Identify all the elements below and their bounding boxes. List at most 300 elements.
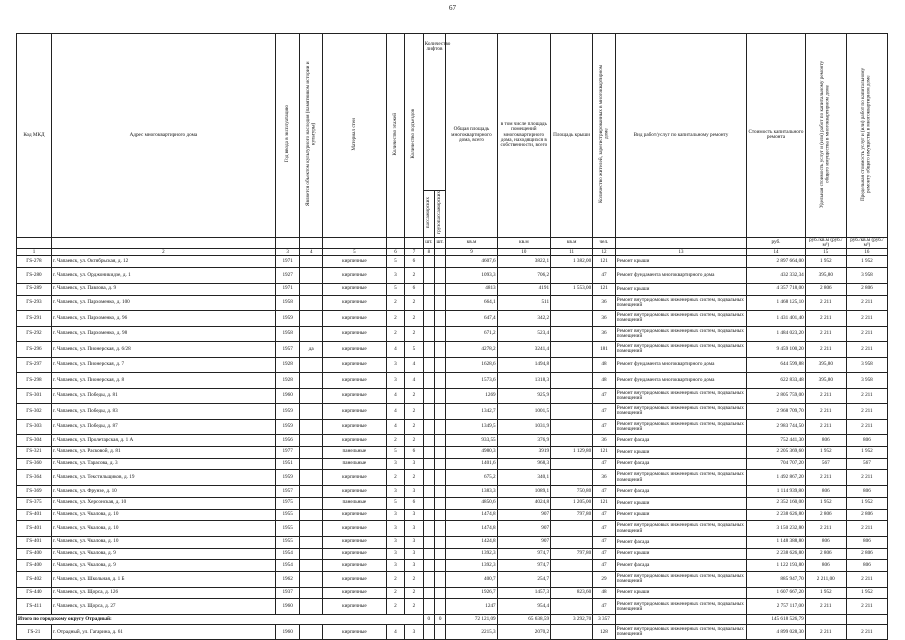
- cell-limit-cost: 2 211: [846, 419, 887, 435]
- cell-passenger-lifts: [423, 572, 434, 588]
- cell-freight-lifts: [434, 497, 445, 509]
- table-row: [17, 326, 888, 342]
- cell-unit-cost: 806: [805, 560, 846, 572]
- cell-passenger-lifts: [423, 587, 434, 599]
- cell-work-type: Ремонт внутридомовых инженерных систем, подвальных помещений: [615, 572, 746, 588]
- cell-repair-cost: 644 599,88: [747, 357, 806, 373]
- cell-entrances: 6: [405, 256, 423, 268]
- cell-code: ГЅ-369: [17, 485, 52, 497]
- cell-address: г. Чапаевск, ул. Победы, д. 87: [51, 419, 275, 435]
- table-row: [17, 342, 888, 358]
- cell-repair-cost: 2 238 626,80: [747, 509, 806, 521]
- cell-year: 1955: [275, 536, 300, 548]
- cell-entrances: 3: [405, 485, 423, 497]
- cell-passenger-lifts: [423, 373, 434, 389]
- cell-wall-material: кирпичные: [323, 295, 387, 311]
- cell-residents: 121: [593, 256, 616, 268]
- cell-total-area: 647,4: [446, 311, 497, 327]
- cell-owned-area: 907: [497, 521, 550, 537]
- cell-year: 1962: [275, 572, 300, 588]
- cell-freight-lifts: [434, 624, 445, 640]
- cell-owned-area: 706,2: [497, 268, 550, 284]
- cell-heritage: да: [300, 342, 323, 358]
- cell-limit-cost: 1 952: [846, 446, 887, 458]
- cell-address: г. Чапаевск, ул. Чкалова, д. 10: [51, 509, 275, 521]
- cell-unit-cost: 2 806: [805, 548, 846, 560]
- cell-owned-area: 511: [497, 295, 550, 311]
- cell-repair-cost: 2 983 744,50: [747, 419, 806, 435]
- cell-repair-cost: 1 468 125,10: [747, 295, 806, 311]
- cell-work-type: Ремонт фундамента многоквартирного дома: [615, 373, 746, 389]
- cell-address: г. Чапаевск, ул. Пархоменко, д. 98: [51, 326, 275, 342]
- column-number: 10: [497, 249, 550, 256]
- cell-roof-area: 1 205,00: [551, 497, 593, 509]
- cell-roof-area: [551, 560, 593, 572]
- cell-floors: 2: [386, 311, 404, 327]
- cell-work-type: Ремонт крыши: [615, 283, 746, 295]
- cell-residents: 47: [593, 599, 616, 615]
- cell-freight-lifts: [434, 470, 445, 486]
- cell-floors: 3: [386, 560, 404, 572]
- cell-address: г. Чапаевск, ул. Пионерская, д. 8: [51, 373, 275, 389]
- cell-unit-cost: 2 806: [805, 509, 846, 521]
- cell-entrances: 3: [405, 458, 423, 470]
- cell-owned-area: 340,1: [497, 470, 550, 486]
- cell-limit-cost: 2 211: [846, 572, 887, 588]
- cell-passenger-lifts: [423, 311, 434, 327]
- header-owned-area: в том числе площадь помещений многоквартирного дома, находящихся в собственности, всего: [497, 34, 550, 238]
- unit-cell: кв.м: [446, 237, 497, 249]
- cell-passenger-lifts: [423, 446, 434, 458]
- cell-wall-material: кирпичные: [323, 587, 387, 599]
- cell-entrances: 2: [405, 435, 423, 447]
- cell-entrances: 2: [405, 599, 423, 615]
- cell-repair-cost: 622 833,48: [747, 373, 806, 389]
- cell-address: г. Чапаевск, ул. Павлова, д. 9: [51, 283, 275, 295]
- cell-address: г. Чапаевск, ул. Чкалова, д. 10: [51, 536, 275, 548]
- cell-owned-area: 1318,3: [497, 373, 550, 389]
- cell-work-type: Ремонт внутридомовых инженерных систем, подвальных помещений: [615, 470, 746, 486]
- cell-residents: 121: [593, 446, 616, 458]
- cell-year: 1954: [275, 560, 300, 572]
- cell-roof-area: [551, 268, 593, 284]
- cell-work-type: Ремонт крыши: [615, 587, 746, 599]
- cell-limit-cost: 2 211: [846, 624, 887, 640]
- cell-work-type: Ремонт внутридомовых инженерных систем, подвальных помещений: [615, 624, 746, 640]
- cell-total-area: 1628,6: [446, 357, 497, 373]
- cell-year: 1954: [275, 548, 300, 560]
- cell-total-area: 400,7: [446, 572, 497, 588]
- cell-code: ГЅ-401: [17, 509, 52, 521]
- cell-total-area: 1349,5: [446, 419, 497, 435]
- cell-unit-cost: 2 211: [805, 599, 846, 615]
- cell-repair-cost: 1 492 867,20: [747, 470, 806, 486]
- cell-owned-area: 968,3: [497, 458, 550, 470]
- cell-freight-lifts: [434, 342, 445, 358]
- cell-repair-cost: 1 148 388,80: [747, 536, 806, 548]
- cell-owned-area: 1089,1: [497, 485, 550, 497]
- cell-unit-cost: 2 211: [805, 470, 846, 486]
- cell-limit-cost: 806: [846, 536, 887, 548]
- unit-cell: кв.м: [551, 237, 593, 249]
- cell-year: 1955: [275, 509, 300, 521]
- cell-year: 1959: [275, 470, 300, 486]
- cell-limit-cost: 1 952: [846, 497, 887, 509]
- cell-address: г. Чапаевск, ул. Фрунзе, д. 10: [51, 485, 275, 497]
- cell-code: ГЅ-289: [17, 283, 52, 295]
- cell-heritage: [300, 446, 323, 458]
- table-row: [17, 599, 888, 615]
- cell-address: г. Чапаевск, ул. Щорса, д. 126: [51, 587, 275, 599]
- cell-year: 1957: [275, 485, 300, 497]
- cell-total-area: 933,55: [446, 435, 497, 447]
- cell-residents: 48: [593, 357, 616, 373]
- cell-roof-area: [551, 295, 593, 311]
- cell-unit-cost: 2 806: [805, 283, 846, 295]
- cell-passenger-lifts: [423, 509, 434, 521]
- cell-heritage: [300, 326, 323, 342]
- cell-work-type: Ремонт крыши: [615, 548, 746, 560]
- cell-work-type: Ремонт внутридомовых инженерных систем, подвальных помещений: [615, 295, 746, 311]
- cell-heritage: [300, 587, 323, 599]
- cell-owned-area: 523,4: [497, 326, 550, 342]
- cell-passenger-lifts: [423, 419, 434, 435]
- cell-floors: 2: [386, 295, 404, 311]
- cell-owned-area: 1457,3: [497, 587, 550, 599]
- cell-residents: 47: [593, 509, 616, 521]
- cell-address: г. Чапаевск, ул. Чкалова, д. 10: [51, 521, 275, 537]
- header-unit-cost: Удельная стоимость услуг и (или) работ по капитальному ремонту общего имущества в многоквартирном доме: [805, 34, 846, 238]
- cell-unit-cost: 806: [805, 485, 846, 497]
- cell-roof-area: [551, 521, 593, 537]
- cell-total-area: 1424,8: [446, 536, 497, 548]
- cell-heritage: [300, 599, 323, 615]
- cell-year: 1927: [275, 268, 300, 284]
- cell-code: ГЅ-291: [17, 311, 52, 327]
- cell-work-type: Ремонт внутридомовых инженерных систем, подвальных помещений: [615, 326, 746, 342]
- cell-address: г. Чапаевск, ул. Пархоменко, д. 100: [51, 295, 275, 311]
- cell-work-type: Ремонт внутридомовых инженерных систем, подвальных помещений: [615, 404, 746, 420]
- cell-year: 1928: [275, 373, 300, 389]
- cell-address: г. Чапаевск, ул. Октябрьская, д. 12: [51, 256, 275, 268]
- cell-unit-cost: 1 952: [805, 256, 846, 268]
- unit-cell: шт.: [423, 237, 434, 249]
- cell-limit-cost: 1 952: [846, 587, 887, 599]
- cell-wall-material: кирпичные: [323, 624, 387, 640]
- cell-total-area: 1573,6: [446, 373, 497, 389]
- cell-roof-area: [551, 572, 593, 588]
- cell-unit-cost: 2 211: [805, 624, 846, 640]
- cell-freight-lifts: [434, 295, 445, 311]
- cell-passenger-lifts: [423, 342, 434, 358]
- cell-freight-lifts: [434, 404, 445, 420]
- cell-entrances: 2: [405, 587, 423, 599]
- cell-total-area: 1093,3: [446, 268, 497, 284]
- cell-entrances: 2: [405, 311, 423, 327]
- total-row: [17, 614, 888, 624]
- cell-freight-lifts: [434, 458, 445, 470]
- cell-heritage: [300, 295, 323, 311]
- cell-address: г. Чапаевск, ул. Чкалова, д. 9: [51, 560, 275, 572]
- cell-residents: 47: [593, 521, 616, 537]
- header-floors: Количество этажей: [386, 34, 404, 238]
- column-number: 4: [300, 249, 323, 256]
- cell-floors: 3: [386, 268, 404, 284]
- table-row: [17, 311, 888, 327]
- cell-heritage: [300, 256, 323, 268]
- cell-unit-cost: 2 211,00: [805, 572, 846, 588]
- cell-residents: 121: [593, 283, 616, 295]
- cell-freight-lifts: [434, 435, 445, 447]
- cell-work-type: Ремонт крыши: [615, 256, 746, 268]
- table-row: [17, 357, 888, 373]
- cell-total-area: 1474,8: [446, 509, 497, 521]
- cell-year: 1957: [275, 342, 300, 358]
- cell-roof-area: [551, 419, 593, 435]
- column-number: 12: [593, 249, 616, 256]
- cell-unit-cost: 2 211: [805, 521, 846, 537]
- unit-cell: руб./кв.м (руб./м³): [846, 237, 887, 249]
- cell-floors: 3: [386, 509, 404, 521]
- cell-entrances: 2: [405, 419, 423, 435]
- cell-heritage: [300, 485, 323, 497]
- table-row: [17, 295, 888, 311]
- cell-total-area: 1474,8: [446, 521, 497, 537]
- cell-limit-cost: 2 211: [846, 404, 887, 420]
- cell-floors: 2: [386, 599, 404, 615]
- cell-freight-lifts: [434, 521, 445, 537]
- total-limit-empty: [846, 614, 887, 624]
- cell-residents: 48: [593, 373, 616, 389]
- column-number: 1: [17, 249, 52, 256]
- cell-wall-material: панельные: [323, 446, 387, 458]
- cell-limit-cost: 2 211: [846, 521, 887, 537]
- cell-work-type: Ремонт внутридомовых инженерных систем, подвальных помещений: [615, 599, 746, 615]
- table-row: [17, 521, 888, 537]
- total-owned-area: 65 638,59: [497, 614, 550, 624]
- table-row: [17, 256, 888, 268]
- cell-work-type: Ремонт внутридомовых инженерных систем, подвальных помещений: [615, 311, 746, 327]
- table-row: [17, 497, 888, 509]
- cell-repair-cost: 432 332,34: [747, 268, 806, 284]
- cell-work-type: Ремонт фасада: [615, 485, 746, 497]
- table-row: [17, 536, 888, 548]
- cell-unit-cost: 395,80: [805, 373, 846, 389]
- cell-code: ГЅ-280: [17, 268, 52, 284]
- column-number: 6: [386, 249, 404, 256]
- table-row: [17, 458, 888, 470]
- cell-owned-area: 1001,5: [497, 404, 550, 420]
- cell-residents: 47: [593, 419, 616, 435]
- cell-heritage: [300, 268, 323, 284]
- table-row: [17, 509, 888, 521]
- cell-year: 1960: [275, 624, 300, 640]
- total-area: 72 121,09: [446, 614, 497, 624]
- cell-freight-lifts: [434, 283, 445, 295]
- cell-wall-material: кирпичные: [323, 388, 387, 404]
- cell-repair-cost: 2 757 117,00: [747, 599, 806, 615]
- cell-entrances: 6: [405, 446, 423, 458]
- cell-passenger-lifts: [423, 548, 434, 560]
- total-freight-lifts: 0: [434, 614, 445, 624]
- cell-repair-cost: 1 114 939,80: [747, 485, 806, 497]
- cell-roof-area: 1 382,00: [551, 256, 593, 268]
- cell-wall-material: кирпичные: [323, 560, 387, 572]
- cell-roof-area: 797,80: [551, 548, 593, 560]
- cell-repair-cost: 2 805 759,00: [747, 388, 806, 404]
- cell-total-area: 4980,3: [446, 446, 497, 458]
- cell-year: 1959: [275, 311, 300, 327]
- cell-address: г. Чапаевск, ул. Чкалова, д. 9: [51, 548, 275, 560]
- cell-floors: 3: [386, 458, 404, 470]
- cell-limit-cost: 567: [846, 458, 887, 470]
- cell-code: ГЅ-304: [17, 435, 52, 447]
- cell-heritage: [300, 311, 323, 327]
- cell-code: ГЅ-401: [17, 521, 52, 537]
- cell-residents: 36: [593, 470, 616, 486]
- cell-limit-cost: 2 211: [846, 470, 887, 486]
- cell-heritage: [300, 458, 323, 470]
- cell-limit-cost: 3 958: [846, 373, 887, 389]
- cell-floors: 3: [386, 373, 404, 389]
- cell-entrances: 2: [405, 404, 423, 420]
- cell-total-area: 4278,2: [446, 342, 497, 358]
- total-label: Итого по городскому округу Отрадный:: [17, 614, 424, 624]
- column-number: 2: [51, 249, 275, 256]
- cell-heritage: [300, 283, 323, 295]
- cell-owned-area: 3822,1: [497, 256, 550, 268]
- cell-roof-area: 797,80: [551, 509, 593, 521]
- cell-freight-lifts: [434, 587, 445, 599]
- cell-entrances: 5: [405, 342, 423, 358]
- column-number: 15: [805, 249, 846, 256]
- cell-owned-area: 4191: [497, 283, 550, 295]
- column-numbers-row: [17, 249, 888, 256]
- cell-year: 1928: [275, 357, 300, 373]
- column-number: 5: [323, 249, 387, 256]
- cell-limit-cost: 2 806: [846, 548, 887, 560]
- cell-wall-material: панельные: [323, 497, 387, 509]
- cell-entrances: 4: [405, 373, 423, 389]
- cell-address: г. Чапаевск, ул. Победы, д. 81: [51, 388, 275, 404]
- cell-limit-cost: 2 211: [846, 599, 887, 615]
- cell-roof-area: [551, 373, 593, 389]
- cell-floors: 5: [386, 497, 404, 509]
- cell-wall-material: кирпичные: [323, 404, 387, 420]
- cell-unit-cost: 1 952: [805, 446, 846, 458]
- cell-heritage: [300, 536, 323, 548]
- column-number: 7: [405, 249, 423, 256]
- cell-work-type: Ремонт внутридомовых инженерных систем, подвальных помещений: [615, 388, 746, 404]
- cell-freight-lifts: [434, 560, 445, 572]
- cell-work-type: Ремонт фасада: [615, 458, 746, 470]
- total-roof-area: 3 292,70: [551, 614, 593, 624]
- header-freight-lifts: грузопассажирских: [434, 191, 445, 238]
- cell-repair-cost: 2 238 626,80: [747, 548, 806, 560]
- column-number: 9: [446, 249, 497, 256]
- cell-freight-lifts: [434, 599, 445, 615]
- cell-total-area: 4813: [446, 283, 497, 295]
- cell-freight-lifts: [434, 268, 445, 284]
- cell-roof-area: [551, 311, 593, 327]
- cell-entrances: 2: [405, 572, 423, 588]
- total-work-empty: [615, 614, 746, 624]
- cell-entrances: 4: [405, 357, 423, 373]
- unit-cell: руб.: [747, 237, 806, 249]
- cell-total-area: 1392,3: [446, 548, 497, 560]
- cell-work-type: Ремонт крыши: [615, 446, 746, 458]
- table-row: [17, 548, 888, 560]
- cell-roof-area: [551, 536, 593, 548]
- cell-roof-area: 1 553,00: [551, 283, 593, 295]
- cell-wall-material: кирпичные: [323, 357, 387, 373]
- cell-entrances: 3: [405, 536, 423, 548]
- cell-wall-material: кирпичные: [323, 435, 387, 447]
- header-year: Год ввода в эксплуатацию: [275, 34, 300, 238]
- cell-residents: 47: [593, 458, 616, 470]
- cell-wall-material: кирпичные: [323, 419, 387, 435]
- cell-total-area: 675,2: [446, 470, 497, 486]
- cell-passenger-lifts: [423, 458, 434, 470]
- cell-repair-cost: 1 122 193,80: [747, 560, 806, 572]
- units-row: [17, 237, 888, 249]
- cell-freight-lifts: [434, 256, 445, 268]
- cell-floors: 2: [386, 587, 404, 599]
- cell-work-type: Ремонт фасада: [615, 536, 746, 548]
- cell-unit-cost: 2 211: [805, 404, 846, 420]
- cell-limit-cost: 1 952: [846, 256, 887, 268]
- cell-year: 1975: [275, 497, 300, 509]
- cell-work-type: Ремонт внутридомовых инженерных систем, подвальных помещений: [615, 521, 746, 537]
- cell-entrances: 3: [405, 509, 423, 521]
- column-number: 11: [551, 249, 593, 256]
- cell-code: ГЅ-400: [17, 548, 52, 560]
- cell-residents: 128: [593, 624, 616, 640]
- cell-unit-cost: 395,80: [805, 357, 846, 373]
- cell-floors: 3: [386, 521, 404, 537]
- cell-limit-cost: 806: [846, 560, 887, 572]
- unit-cell: чел.: [593, 237, 616, 249]
- cell-repair-cost: 885 947,70: [747, 572, 806, 588]
- cell-roof-area: [551, 388, 593, 404]
- cell-floors: 5: [386, 446, 404, 458]
- cell-repair-cost: 1 431 401,40: [747, 311, 806, 327]
- cell-code: ГЅ-411: [17, 599, 52, 615]
- header-lifts: Количество лифтов: [423, 34, 446, 191]
- cell-year: 1951: [275, 458, 300, 470]
- cell-entrances: 3: [405, 560, 423, 572]
- cell-passenger-lifts: [423, 497, 434, 509]
- cell-code: ГЅ-21: [17, 624, 52, 640]
- cell-repair-cost: 1 607 667,20: [747, 587, 806, 599]
- cell-code: ГЅ-375: [17, 497, 52, 509]
- cell-year: 1959: [275, 404, 300, 420]
- cell-total-area: 2215,3: [446, 624, 497, 640]
- cell-freight-lifts: [434, 548, 445, 560]
- cell-entrances: 6: [405, 497, 423, 509]
- table-header: [17, 34, 888, 256]
- cell-owned-area: 954,4: [497, 599, 550, 615]
- cell-year: 1959: [275, 419, 300, 435]
- cell-limit-cost: 806: [846, 485, 887, 497]
- cell-freight-lifts: [434, 388, 445, 404]
- cell-passenger-lifts: [423, 357, 434, 373]
- cell-year: 1937: [275, 587, 300, 599]
- cell-roof-area: 823,60: [551, 587, 593, 599]
- cell-unit-cost: 806: [805, 435, 846, 447]
- table-body: [17, 256, 888, 640]
- cell-floors: 5: [386, 283, 404, 295]
